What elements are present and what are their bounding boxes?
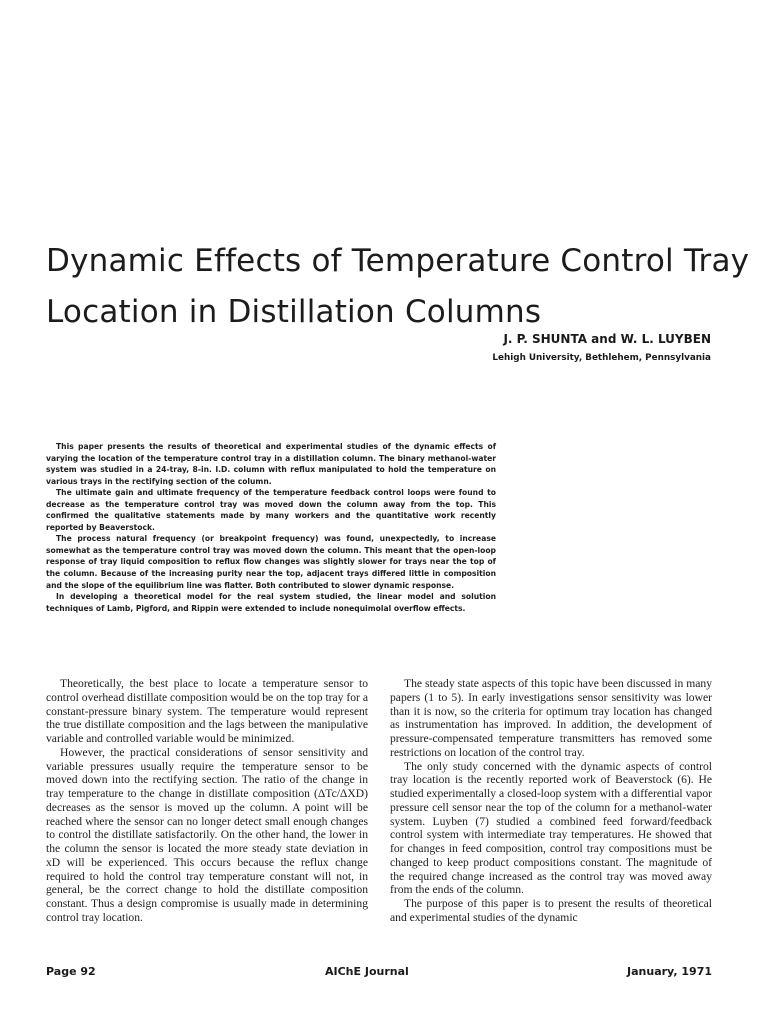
body-paragraph: The steady state aspects of this topic have been discussed in many papers (1 to 5). In early investigations sensor sensitivity was lower than it is now, so the criteria for optimum tray location has changed as instrumentation has improved. In addition, the development of pressure-compensated temperature transmitters has removed some restrictions on location of the control tray. <box>390 677 712 759</box>
author-names: J. P. SHUNTA and W. L. LUYBEN <box>503 332 711 346</box>
title-line-2: Location in Distillation Columns <box>46 294 542 330</box>
abstract-paragraph: The process natural frequency (or breakpoint frequency) was found, unexpectedly, to increase somewhat as the temperature control tray was moved down the column. This meant that the open-loop response of tray liquid composition to reflux flow changes was slightly slower for trays near the top of the column. Because of the increasing purity near the top, adjacent trays differed little in composition and the slope of the equilibrium line was flatter. Both contributed to slower dynamic response. <box>46 534 496 590</box>
issue-date: January, 1971 <box>627 965 712 978</box>
body-paragraph: The purpose of this paper is to present the results of theoretical and experimental studies of the dynamic <box>390 897 712 924</box>
body-paragraph: The only study concerned with the dynamic aspects of control tray location is the recently reported work of Beaverstock (6). He studied experimentally a closed-loop system with a differential vapor pressure cell sensor near the top of the column for a methanol-water system. Luyben (7) studied a combined feed forward/feedback control system with intermediate tray temperatures. He showed that for changes in feed composition, control tray compositions must be changed to keep product compositions constant. The magnitude of the required change increased as the control tray was moved away from the ends of the column. <box>390 759 712 897</box>
page-number: Page 92 <box>46 965 96 978</box>
author-block <box>492 331 711 365</box>
abstract-paragraph: The ultimate gain and ultimate frequency of the temperature feedback control loops were found to decrease as the temperature control tray was moved down the column away from the top. This confirmed the qualitative statements made by many workers and the quantitative work recently reported by Beaverstock. <box>46 488 496 532</box>
abstract <box>46 441 496 614</box>
author-affiliation: Lehigh University, Bethlehem, Pennsylvania <box>492 353 711 363</box>
body-paragraph: Theoretically, the best place to locate a temperature sensor to control overhead distillate composition would be on the top tray for a constant-pressure binary system. The temperature would represent the true distillate composition and the lags between the manipulative variable and controlled variable would be minimized. <box>46 677 368 745</box>
journal-name: AIChE Journal <box>325 965 409 978</box>
body-paragraph: However, the practical considerations of sensor sensitivity and variable pressures usually require the temperature sensor to be moved down into the rectifying section. The ratio of the change in tray temperature to the change in distillate composition (ΔTc/ΔXD) decreases as the sensor is moved up the column. A point will be reached where the sensor can no longer detect small enough changes to control the distillate satisfactorily. On the other hand, the lower in the column the sensor is located the more steady state deviation in xD will be experienced. This occurs because the reflux change required to hold the control tray temperature constant will not, in general, be the correct change to hold the distillate composition constant. Thus a design compromise is usually made in determining control tray location. <box>46 745 368 924</box>
abstract-paragraph: This paper presents the results of theoretical and experimental studies of the dynamic effects of varying the location of the temperature control tray in a distillation column. The binary methanol-water system was studied in a 24-tray, 8-in. I.D. column with reflux manipulated to hold the temperature on various trays in the rectifying section of the column. <box>46 442 496 486</box>
title-line-1: Dynamic Effects of Temperature Control Tray <box>46 243 750 279</box>
body-column-left <box>46 677 368 925</box>
paper-title <box>46 236 750 338</box>
abstract-paragraph: In developing a theoretical model for the real system studied, the linear model and solution techniques of Lamb, Pigford, and Rippin were extended to include nonequimolal overflow effects. <box>46 592 496 613</box>
body-column-right <box>390 677 712 925</box>
